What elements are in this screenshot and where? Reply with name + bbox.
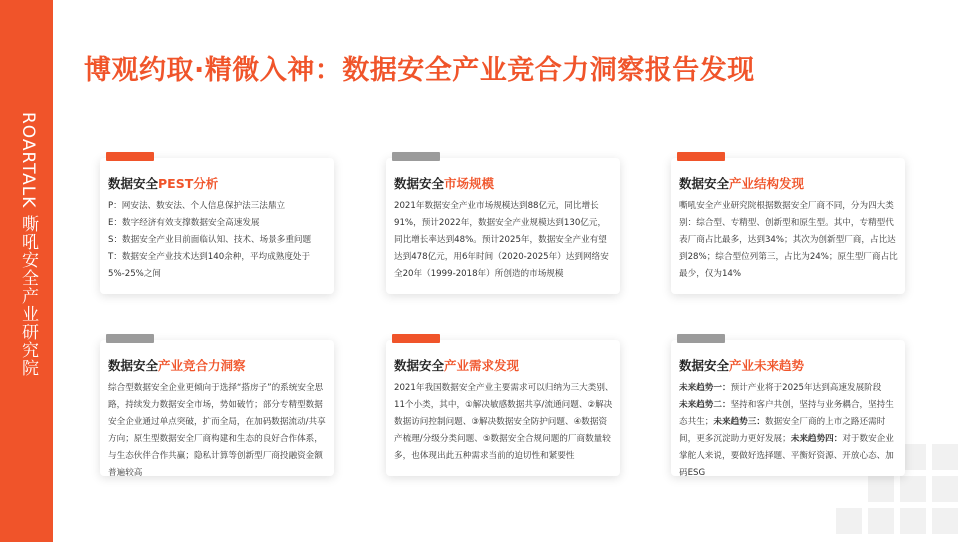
- card-tab-marker: [677, 334, 725, 343]
- card-title: 数据安全市场规模: [394, 176, 495, 191]
- pest-line-p: P：网安法、数安法、个人信息保护法三法鼎立: [108, 201, 286, 211]
- card-title: 数据安全PEST分析: [108, 176, 219, 191]
- card-title: 数据安全产业需求发现: [394, 358, 520, 373]
- pest-line-s: S：数据安全产业目前面临认知、技术、场景多重问题: [108, 235, 312, 245]
- card-demand-findings: [386, 340, 620, 476]
- page-title: 博观约取·精微入神：数据安全产业竞合力洞察报告发现: [84, 55, 755, 86]
- card-body: 2021年我国数据安全产业主要需求可以归纳为三大类别、11个小类，其中，①解决敏感数据共享/流通问题、②解决数据访问控制问题、③解决数据安全防护问题、④数据资产梳理/分级分类问题、⑤数据安全合规问题的厂商数量较多，也体现出此五种需求当前的迫切性和紧要性: [394, 383, 614, 461]
- card-tab-marker: [392, 334, 440, 343]
- card-body: 2021年数据安全产业市场规模达到88亿元，同比增长91%，预计2022年，数据安全产业规模达到130亿元，同比增长率达到48%。预计2025年，数据安全产业有望达到478亿元，用6年时间（2020-2025年）达到网络安全20年（1999-2018年）所创造的市场规模: [394, 201, 609, 279]
- trend-line: 未来趋势二：坚持和客户共创，坚持与业务耦合，坚持生态共生；未来趋势三：数据安全厂商的上市之路还需时间，更多沉淀助力更好发展；未来趋势四：对于数安企业掌舵人来说，要做好选择题、平衡好资源、开放心态、加码ESG: [679, 400, 894, 478]
- card-body: [108, 198, 328, 283]
- pest-line-e: E：数字经济有效支撑数据安全高速发展: [108, 218, 260, 228]
- pest-line-t: T：数据安全产业技术达到140余种，平均成熟度处于5%-25%之间: [108, 252, 311, 279]
- card-competitiveness-insight: [100, 340, 334, 476]
- card-future-trends: [671, 340, 905, 476]
- card-body: [679, 380, 899, 482]
- card-industry-structure: [671, 158, 905, 294]
- card-tab-marker: [677, 152, 725, 161]
- card-title: 数据安全产业未来趋势: [679, 358, 805, 373]
- card-body: 嘶吼安全产业研究院根据数据安全厂商不同，分为四大类别：综合型、专精型、创新型和原生型。其中，专精型代表厂商占比最多，达到34%；其次为创新型厂商，占比达到28%；综合型位列第三，占比为24%；原生型厂商占比最少，仅为14%: [679, 201, 898, 279]
- card-tab-marker: [106, 334, 154, 343]
- card-tab-marker: [392, 152, 440, 161]
- card-tab-marker: [106, 152, 154, 161]
- side-bar: [0, 0, 53, 542]
- card-market-size: [386, 158, 620, 294]
- card-title: 数据安全产业竞合力洞察: [108, 358, 246, 373]
- sidebar-brand-text: ROARTALK 嘶吼安全产业研究院: [18, 112, 38, 377]
- card-pest-analysis: [100, 158, 334, 294]
- trend-line: 未来趋势一：预计产业将于2025年达到高速发展阶段: [679, 383, 882, 393]
- card-body: 综合型数据安全企业更倾向于选择“搭房子”的系统安全思路，持续发力数据安全市场，势如破竹；部分专精型数据安全企业通过单点突破，扩而全局，在加码数据流动/共享方向；原生型数据安全厂商构建和生态的良好合作体系，与生态伙伴合作共赢；隐私计算等创新型厂商投融资金额普遍较高: [108, 383, 326, 478]
- card-title: 数据安全产业结构发现: [679, 176, 805, 191]
